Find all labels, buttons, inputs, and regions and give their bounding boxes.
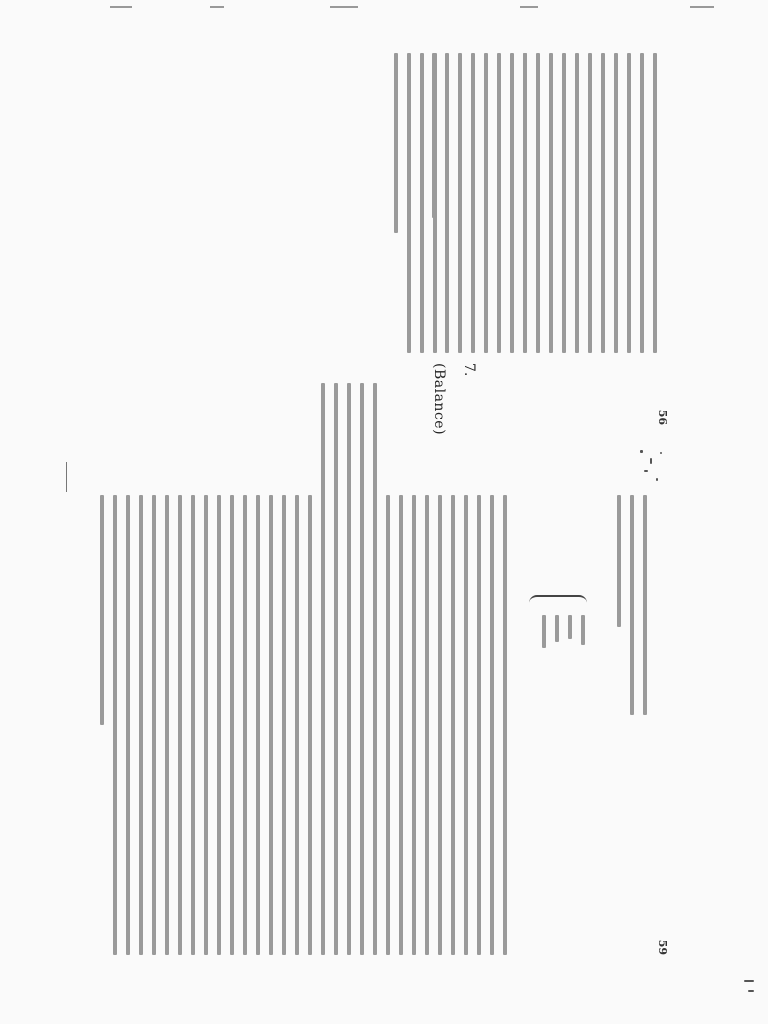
bottom-page-rotated — [91, 475, 677, 973]
scan-speck — [650, 458, 652, 464]
edge-mark — [520, 6, 538, 8]
edge-speck — [744, 980, 754, 982]
edge-mark — [330, 6, 358, 8]
section-heading-fragment: (Balance) — [431, 363, 447, 436]
scan-speck — [640, 450, 643, 453]
edge-mark — [690, 6, 714, 8]
bottom-page — [86, 470, 682, 978]
gutter-mark — [66, 462, 67, 492]
edge-mark — [210, 6, 224, 8]
scan-speck — [660, 452, 662, 454]
page-number: 59 — [656, 939, 669, 955]
body-text-block — [608, 495, 647, 715]
page-number: 56 — [656, 409, 669, 425]
body-text-block — [385, 53, 437, 353]
edge-speck — [748, 990, 754, 992]
equation-brace — [529, 595, 587, 607]
equation-terms — [533, 615, 585, 675]
body-text-block — [91, 495, 507, 955]
top-page — [86, 28, 682, 448]
body-text-block — [423, 53, 527, 353]
edge-mark — [110, 6, 132, 8]
body-text-block — [514, 53, 657, 353]
heading-number: 7. — [461, 363, 477, 377]
top-page-rotated — [91, 33, 677, 443]
